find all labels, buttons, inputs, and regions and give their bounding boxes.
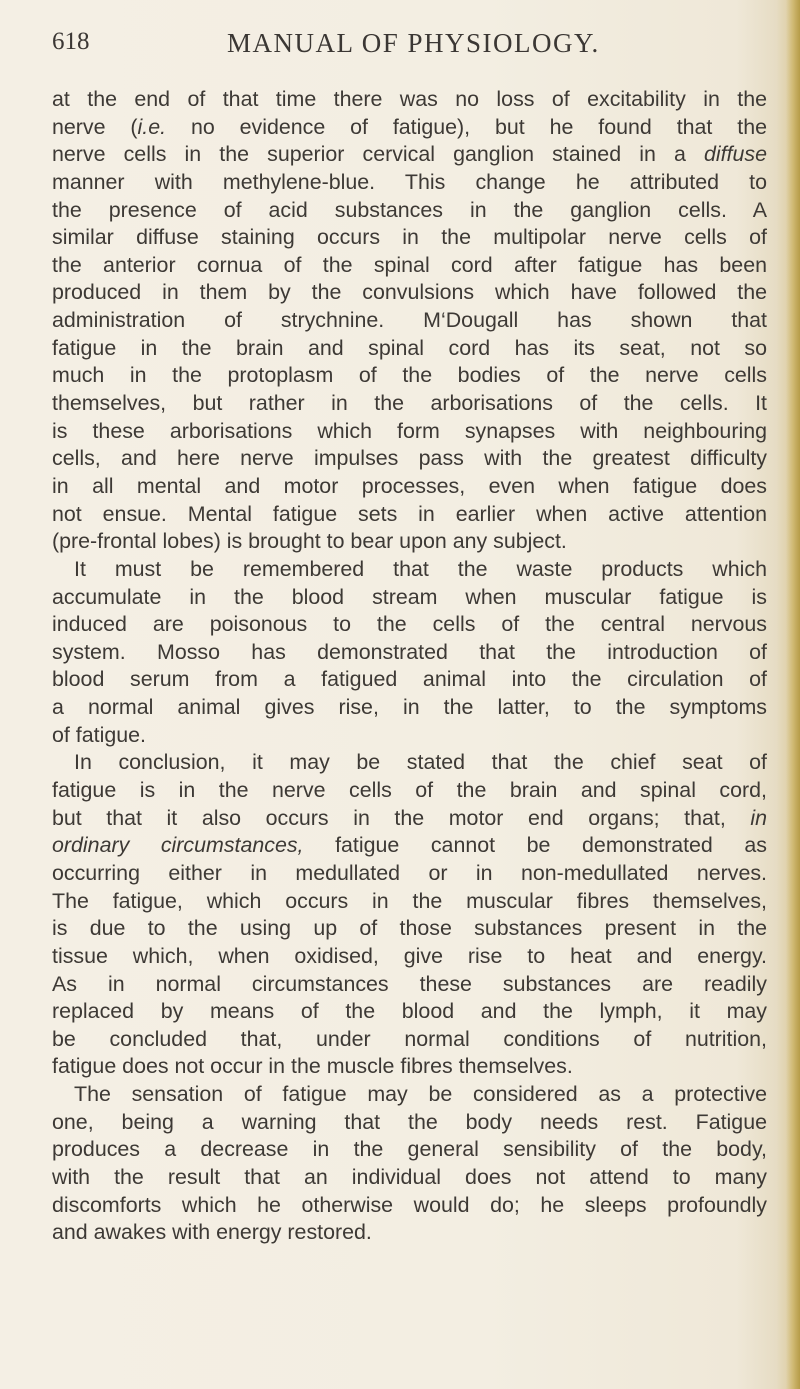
line-text: produced in them by the convulsions which have followed the <box>52 280 767 305</box>
line-text: fatigue in the brain and spinal cord has its seat, not so <box>52 335 767 360</box>
text-line <box>52 418 767 446</box>
line-text: is due to the using up of those substances present in the <box>52 916 767 941</box>
text-line <box>52 1164 767 1192</box>
line-text: a normal animal gives rise, in the latter, to the symptoms <box>52 695 767 720</box>
text-line <box>52 888 767 916</box>
text-line <box>52 722 767 750</box>
text-line <box>52 279 767 307</box>
text-line <box>52 915 767 943</box>
line-text: be concluded that, under normal conditions of nutrition, <box>52 1026 767 1051</box>
text-line <box>52 528 767 556</box>
text-line <box>52 998 767 1026</box>
line-text: in all mental and motor processes, even when fatigue does <box>52 473 767 498</box>
line-text: tissue which, when oxidised, give rise to heat and energy. <box>52 943 767 968</box>
text-line <box>52 943 767 971</box>
line-text: fatigue cannot be demonstrated as <box>303 833 767 858</box>
line-text: accumulate in the blood stream when muscular fatigue is <box>52 584 767 609</box>
text-line <box>52 1192 767 1220</box>
line-text: manner with methylene-blue. This change he attributed to <box>52 169 767 194</box>
text-line <box>52 805 767 833</box>
text-line <box>52 749 767 777</box>
line-text: As in normal circumstances these substances are readily <box>52 971 767 996</box>
text-line <box>52 390 767 418</box>
line-text: cells, and here nerve impulses pass with the greatest difficulty <box>52 446 767 471</box>
text-line <box>52 501 767 529</box>
text-line <box>52 362 767 390</box>
text-line <box>52 197 767 225</box>
line-text: discomforts which he otherwise would do; he sleeps profoundly <box>52 1192 767 1217</box>
line-text: In conclusion, it may be stated that the chief seat of <box>74 750 767 775</box>
text-line <box>52 473 767 501</box>
text-line <box>52 169 767 197</box>
line-text: fatigue does not occur in the muscle fibres themselves. <box>52 1054 573 1079</box>
page-number: 618 <box>52 28 90 55</box>
text-line <box>52 224 767 252</box>
line-text: It must be remembered that the waste products which <box>74 556 767 581</box>
text-line <box>52 584 767 612</box>
line-text: similar diffuse staining occurs in the multipolar nerve cells of <box>52 225 767 250</box>
line-text: replaced by means of the blood and the lymph, it may <box>52 999 767 1024</box>
italic-text: i.e. <box>137 114 167 139</box>
line-text: of fatigue. <box>52 722 146 747</box>
line-text: much in the protoplasm of the bodies of the nerve cells <box>52 363 767 388</box>
page-header <box>52 22 752 62</box>
text-line <box>52 141 767 169</box>
text-line <box>52 556 767 584</box>
line-text: administration of strychnine. M‘Dougall has shown that <box>52 308 767 333</box>
line-text: is these arborisations which form synapses with neighbouring <box>52 418 767 443</box>
text-line <box>52 307 767 335</box>
text-line <box>52 860 767 888</box>
running-head: MANUAL OF PHYSIOLOGY. <box>227 28 600 58</box>
line-text: blood serum from a fatigued animal into the circulation of <box>52 667 767 692</box>
italic-text: diffuse <box>703 142 767 167</box>
page-edge <box>786 0 800 1389</box>
text-line <box>52 1026 767 1054</box>
text-line <box>52 777 767 805</box>
text-line <box>52 1136 767 1164</box>
text-line <box>52 114 767 142</box>
italic-text: in <box>750 805 767 830</box>
text-line <box>52 1053 767 1081</box>
line-text: not ensue. Mental fatigue sets in earlier when active attention <box>52 501 767 526</box>
line-text: the anterior cornua of the spinal cord after fatigue has been <box>52 252 767 277</box>
line-text: at the end of that time there was no loss of excitability in the <box>52 87 767 111</box>
line-text: nerve cells in the superior cervical ganglion stained in a <box>52 142 704 167</box>
italic-text: ordinary circumstances, <box>52 833 304 858</box>
line-text: induced are poisonous to the cells of the central nervous <box>52 612 767 637</box>
line-text: The sensation of fatigue may be considered as a protective <box>74 1082 767 1107</box>
line-text: and awakes with energy restored. <box>52 1220 372 1245</box>
text-line <box>52 1219 767 1247</box>
line-text: produces a decrease in the general sensibility of the body, <box>52 1137 767 1162</box>
text-line <box>52 1109 767 1137</box>
text-line <box>52 1081 767 1109</box>
text-line <box>52 666 767 694</box>
line-text: The fatigue, which occurs in the muscular fibres themselves, <box>52 888 767 913</box>
text-line <box>52 694 767 722</box>
text-line <box>52 252 767 280</box>
line-text: themselves, but rather in the arborisations of the cells. It <box>52 391 767 416</box>
line-text: system. Mosso has demonstrated that the introduction of <box>52 639 767 664</box>
text-line <box>52 86 767 114</box>
text-line <box>52 611 767 639</box>
line-text: occurring either in medullated or in non-medullated nerves. <box>52 860 767 885</box>
body-text <box>52 86 767 1247</box>
line-text: (pre-frontal lobes) is brought to bear upon any subject. <box>52 529 567 554</box>
text-line <box>52 832 767 860</box>
text-line <box>52 335 767 363</box>
line-text: no evidence of fatigue), but he found that the <box>166 114 767 139</box>
line-text: the presence of acid substances in the ganglion cells. A <box>52 197 767 222</box>
text-line <box>52 445 767 473</box>
line-text: but that it also occurs in the motor end organs; that, <box>52 805 751 830</box>
line-text: with the result that an individual does not attend to many <box>52 1164 767 1189</box>
line-text: one, being a warning that the body needs rest. Fatigue <box>52 1109 767 1134</box>
line-text: nerve ( <box>52 114 138 139</box>
text-line <box>52 639 767 667</box>
text-line <box>52 971 767 999</box>
line-text: fatigue is in the nerve cells of the brain and spinal cord, <box>52 778 767 803</box>
